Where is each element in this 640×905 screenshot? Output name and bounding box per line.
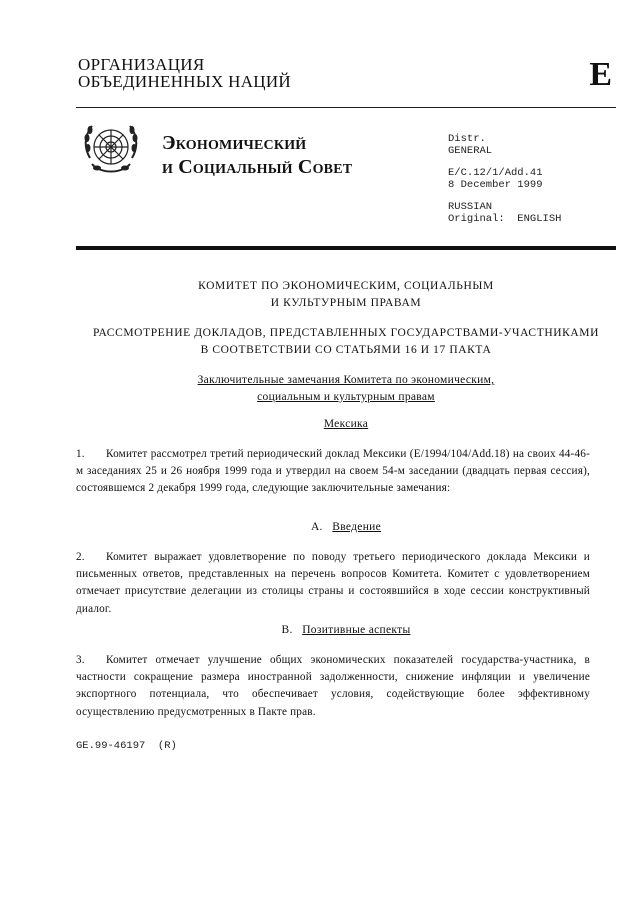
council-line-1: Экономический [162,132,307,154]
section-b-heading [76,622,616,639]
paragraph-3-number: 3. [76,654,85,666]
language-letter: E [589,56,612,93]
committee-title-line-2: И КУЛЬТУРНЫМ ПРАВАМ [270,297,422,309]
document-job-number: GE.99-46197 (R) [76,740,177,752]
paragraph-1-text: Комитет рассмотрел третий периодический доклад Мексики (E/1994/104/Add.18) на своих 44-46-м заседаниях 25 и 26 ноября 1999 года и утвердил на своем 54-м заседании (двадцать первая сессия), состоявшемся 2 декабря 1999 года, следующие заключительные замечания: [76,448,590,495]
header-divider [76,107,616,108]
paragraph-3-text: Комитет отмечает улучшение общих экономических показателей государства-участника, в частности сокращение размера иностранной задолженности, снижение инфляции и увеличение экспортного потенциала, что обеспечивает условия, содействующие более эффективному осуществлению предусмотренных в Пакте прав. [76,654,590,718]
council-name [162,131,352,179]
paragraph-2-text: Комитет выражает удовлетворение по поводу третьего периодического доклада Мексики и письменных ответов, представленных на перечень вопросов Комитета. Комитет с удовлетворением отмечает присутствие делегации из столицы страны и состоявшийся в ходе сессии конструктивный диалог. [76,551,590,615]
section-a-title: Введение [332,521,382,533]
review-title [76,325,616,359]
section-a-letter: A. [310,521,323,533]
org-line-2: ОБЪЕДИНЕННЫХ НАЦИЙ [78,72,292,91]
org-line-1: ОРГАНИЗАЦИЯ [78,55,205,74]
review-title-line-2: В СООТВЕТСТВИИ СО СТАТЬЯМИ 16 И 17 ПАКТА [200,344,492,356]
organization-name [78,56,291,90]
remarks-title-line-1: Заключительные замечания Комитета по экономическим, [197,374,495,386]
council-line-2: и Социальный Совет [162,156,353,178]
document-date: 8 December 1999 [448,179,543,191]
remarks-title [76,372,616,406]
paragraph-1-number: 1. [76,448,85,460]
paragraph-1 [76,446,590,498]
remarks-title-line-2: социальным и культурным правам [257,391,435,403]
committee-title [76,278,616,312]
section-b-letter: B. [281,624,293,636]
country-name: Мексика [323,418,369,430]
paragraph-3 [76,652,590,721]
header-thick-divider [76,246,616,250]
original-language: Original: ENGLISH [448,213,562,225]
section-a-heading [76,519,616,536]
distr-type: GENERAL [448,145,493,157]
country-title [76,416,616,433]
section-b-title: Позитивные аспекты [302,624,411,636]
document-symbol: E/C.12/1/Add.41 [448,167,543,179]
paragraph-2 [76,549,590,618]
paragraph-2-number: 2. [76,551,85,563]
document-language: RUSSIAN [448,201,493,213]
committee-title-line-1: КОМИТЕТ ПО ЭКОНОМИЧЕСКИМ, СОЦИАЛЬНЫМ [198,280,494,292]
distr-label: Distr. [448,133,486,145]
un-emblem-icon [80,118,142,180]
review-title-line-1: РАССМОТРЕНИЕ ДОКЛАДОВ, ПРЕДСТАВЛЕННЫХ ГОСУДАРСТВАМИ-УЧАСТНИКАМИ [92,327,600,339]
document-meta [448,133,561,225]
